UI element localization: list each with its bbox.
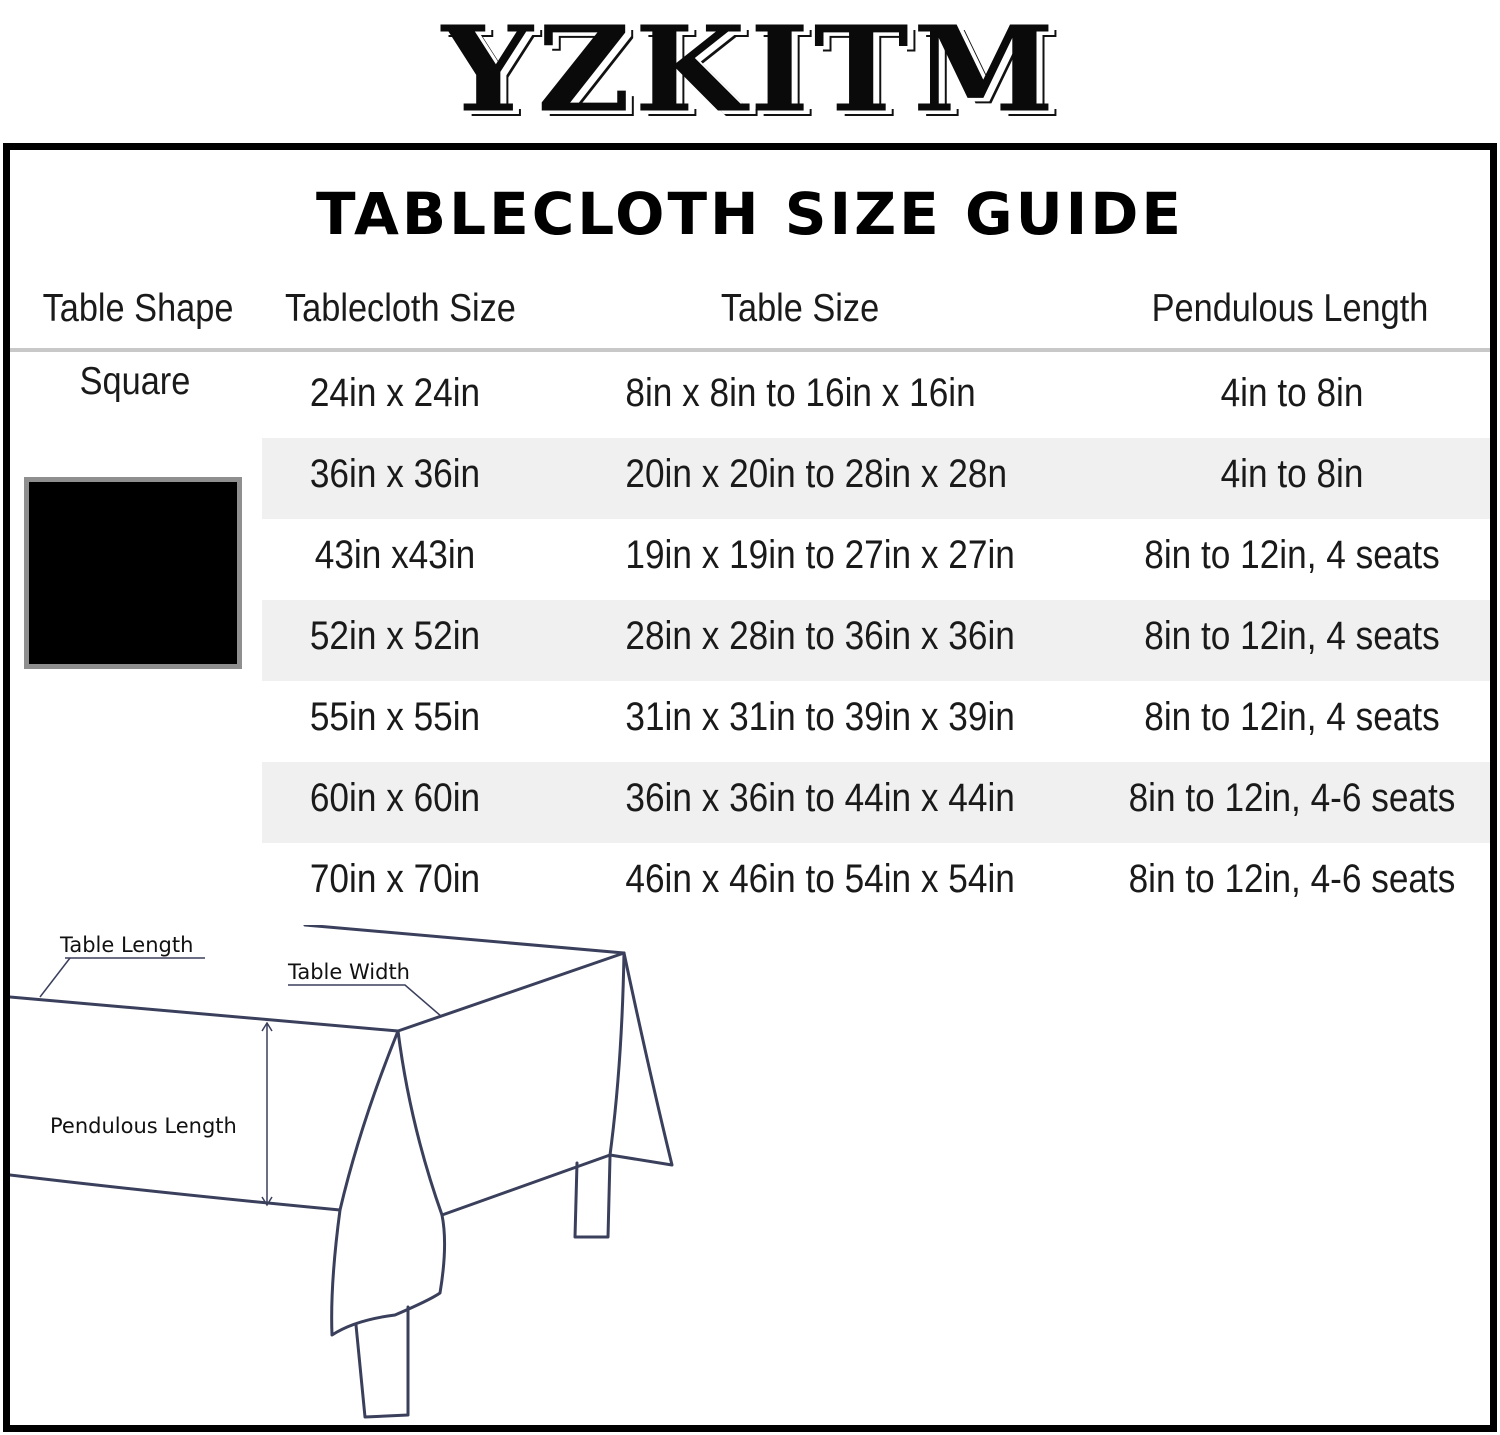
table-row — [262, 843, 1490, 924]
size-guide-panel — [3, 143, 1497, 1432]
table-size-cell: 28in x 28in to 36in x 36in — [625, 614, 1015, 658]
column-header-table-size: Table Size — [720, 287, 880, 330]
table-row — [262, 681, 1490, 762]
pendulous-length-cell: 4in to 8in — [1220, 371, 1364, 415]
table-size-cell: 36in x 36in to 44in x 44in — [625, 776, 1015, 820]
tablecloth-size-cell: 24in x 24in — [309, 371, 481, 415]
column-header-shape: Table Shape — [42, 287, 234, 330]
table-header — [10, 275, 1490, 345]
table-size-cell: 19in x 19in to 27in x 27in — [625, 533, 1015, 577]
pendulous-length-cell: 8in to 12in, 4 seats — [1144, 533, 1440, 577]
table-size-cell: 8in x 8in to 16in x 16in — [625, 371, 976, 415]
tablecloth-size-cell: 60in x 60in — [309, 776, 481, 820]
pendulous-length-cell: 8in to 12in, 4-6 seats — [1128, 776, 1456, 820]
tablecloth-size-cell: 52in x 52in — [309, 614, 481, 658]
column-header-pendulous-length: Pendulous Length — [1151, 287, 1429, 330]
table-size-cell: 31in x 31in to 39in x 39in — [625, 695, 1015, 739]
tablecloth-outline — [10, 925, 672, 1417]
pendulous-length-cell: 8in to 12in, 4-6 seats — [1128, 857, 1456, 901]
header-divider — [10, 348, 1490, 352]
tablecloth-size-cell: 55in x 55in — [309, 695, 481, 739]
table-row — [262, 438, 1490, 519]
brand-logo — [0, 0, 1500, 140]
pendulous-length-cell: 8in to 12in, 4 seats — [1144, 614, 1440, 658]
pendulous-length-cell: 4in to 8in — [1220, 452, 1364, 496]
shape-name: Square — [79, 360, 191, 403]
pendulous-length-label: Pendulous Length — [50, 1114, 237, 1138]
table-row — [262, 519, 1490, 600]
page-title: TABLECLOTH SIZE GUIDE — [315, 180, 1185, 248]
tablecloth-size-cell: 70in x 70in — [309, 857, 481, 901]
square-shape-swatch — [24, 477, 242, 669]
tablecloth-size-cell: 36in x 36in — [309, 452, 481, 496]
table-size-cell: 20in x 20in to 28in x 28n — [625, 452, 1008, 496]
pendulous-length-cell: 8in to 12in, 4 seats — [1144, 695, 1440, 739]
table-width-label: Table Width — [288, 960, 410, 984]
tablecloth-size-cell: 43in x43in — [314, 533, 476, 577]
column-header-tablecloth-size: Tablecloth Size — [285, 287, 516, 330]
brand-name: YZKITM — [441, 0, 1059, 139]
dimension-lines — [40, 958, 442, 1205]
table-size-cell: 46in x 46in to 54in x 54in — [625, 857, 1015, 901]
table-row — [262, 357, 1490, 438]
tablecloth-diagram — [10, 925, 730, 1425]
table-row — [262, 762, 1490, 843]
table-row — [262, 600, 1490, 681]
table-length-label: Table Length — [60, 933, 194, 957]
